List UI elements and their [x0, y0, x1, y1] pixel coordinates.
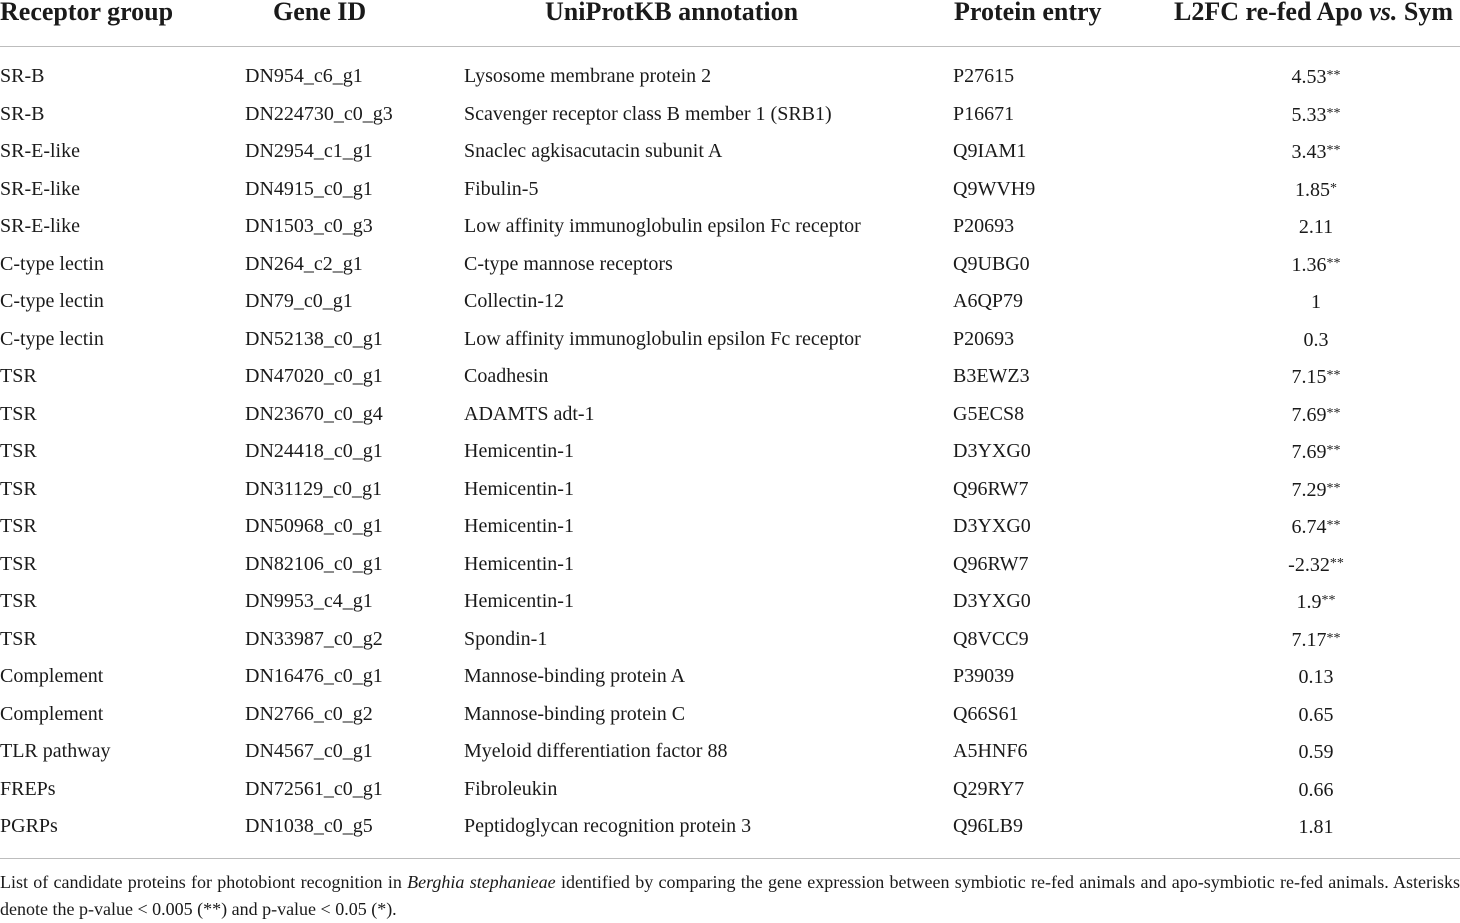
cell-l2fc	[1280, 739, 1352, 764]
header-l2fc-suffix: Sym	[1397, 0, 1454, 26]
cell-receptor-group: SR-E-like	[0, 177, 80, 200]
cell-l2fc	[1280, 327, 1352, 352]
header-l2fc	[1174, 0, 1453, 27]
l2fc-value: 3.43	[1291, 141, 1327, 163]
cell-gene-id: DN82106_c0_g1	[245, 552, 383, 575]
cell-l2fc	[1280, 514, 1352, 539]
cell-receptor-group: SR-B	[0, 65, 45, 87]
cell-annotation: Scavenger receptor class B member 1 (SRB1)	[464, 102, 832, 125]
cell-annotation: Low affinity immunoglobulin epsilon Fc receptor	[464, 327, 861, 350]
cell-receptor-group: SR-E-like	[0, 140, 80, 162]
l2fc-value: 7.69	[1291, 441, 1327, 463]
cell-annotation: Mannose-binding protein A	[464, 665, 686, 687]
l2fc-value: 0.3	[1303, 328, 1329, 351]
significance-marker: **	[1326, 630, 1341, 646]
cell-l2fc	[1280, 627, 1352, 652]
cell-gene-id: DN264_c2_g1	[245, 252, 363, 275]
cell-gene-id: DN9953_c4_g1	[245, 590, 373, 612]
cell-l2fc	[1280, 102, 1352, 127]
cell-gene-id: DN47020_c0_g1	[245, 365, 383, 387]
significance-marker: **	[1326, 255, 1341, 271]
cell-receptor-group: C-type lectin	[0, 327, 104, 350]
cell-receptor-group: C-type lectin	[0, 290, 104, 312]
cell-protein-entry: Q96LB9	[953, 815, 1023, 837]
cell-annotation: Hemicentin-1	[464, 552, 574, 575]
cell-protein-entry: A6QP79	[953, 290, 1024, 312]
significance-marker: **	[1321, 593, 1336, 608]
cell-receptor-group: TSR	[0, 477, 37, 500]
significance-marker: **	[1326, 443, 1341, 458]
cell-annotation: C-type mannose receptors	[464, 252, 673, 275]
cell-annotation: Myeloid differentiation factor 88	[464, 740, 728, 762]
cell-protein-entry: P27615	[953, 65, 1015, 87]
table-row	[0, 772, 1460, 810]
significance-marker: **	[1326, 68, 1341, 83]
table-row	[0, 59, 1460, 97]
l2fc-value: 7.69	[1291, 403, 1327, 426]
significance-marker: **	[1326, 480, 1341, 496]
cell-gene-id: DN16476_c0_g1	[245, 665, 383, 687]
l2fc-value: 1.85	[1295, 178, 1330, 201]
cell-l2fc	[1280, 589, 1352, 614]
cell-annotation: Hemicentin-1	[464, 515, 574, 537]
cell-receptor-group: TSR	[0, 365, 37, 387]
table-footer	[0, 858, 1460, 920]
cell-receptor-group: TSR	[0, 627, 37, 650]
cell-gene-id: DN72561_c0_g1	[245, 777, 383, 800]
cell-gene-id: DN79_c0_g1	[245, 290, 353, 312]
l2fc-value: 7.15	[1291, 366, 1327, 388]
header-gene-id: Gene ID	[273, 0, 367, 26]
header-l2fc-prefix: L2FC re-fed Apo	[1174, 0, 1370, 26]
caption-part1: List of candidate proteins for photobiont recognition in	[0, 872, 408, 892]
cell-gene-id: DN1503_c0_g3	[245, 215, 373, 237]
cell-gene-id: DN4567_c0_g1	[245, 740, 373, 762]
cell-receptor-group: Complement	[0, 702, 104, 725]
table-row	[0, 584, 1460, 622]
significance-marker: **	[1326, 105, 1341, 121]
cell-receptor-group: TSR	[0, 515, 37, 537]
cell-gene-id: DN1038_c0_g5	[245, 815, 373, 837]
table-body	[0, 59, 1460, 847]
cell-annotation: Fibulin-5	[464, 177, 539, 200]
cell-receptor-group: SR-B	[0, 102, 45, 125]
caption-part2: identified by comparing the gene expression between symbiotic re-fed animals and apo-symbiotic re-fed animals. Asterisks denote the p-value < 0.005 (**) and p-value < 0.05 (*).	[0, 872, 1460, 919]
cell-protein-entry: Q29RY7	[953, 777, 1025, 800]
cell-receptor-group: SR-E-like	[0, 215, 80, 237]
cell-l2fc	[1280, 364, 1352, 389]
table-row	[0, 247, 1460, 285]
l2fc-value: 1	[1311, 291, 1321, 313]
table-row	[0, 509, 1460, 547]
cell-protein-entry: D3YXG0	[953, 440, 1031, 462]
cell-receptor-group: TSR	[0, 402, 37, 425]
table-row	[0, 697, 1460, 735]
table-header	[0, 0, 1460, 47]
table-row	[0, 547, 1460, 585]
table-row	[0, 397, 1460, 435]
cell-gene-id: DN224730_c0_g3	[245, 102, 393, 125]
cell-l2fc	[1280, 289, 1352, 314]
cell-protein-entry: A5HNF6	[953, 740, 1028, 762]
significance-marker: **	[1326, 405, 1341, 421]
cell-receptor-group: TSR	[0, 590, 37, 612]
table-row	[0, 472, 1460, 510]
l2fc-value: 5.33	[1291, 103, 1327, 126]
cell-protein-entry: P20693	[953, 327, 1015, 350]
table-row	[0, 359, 1460, 397]
l2fc-value: 6.74	[1291, 516, 1327, 538]
cell-gene-id: DN33987_c0_g2	[245, 627, 383, 650]
significance-marker: *	[1330, 180, 1337, 196]
table-row	[0, 284, 1460, 322]
cell-receptor-group: TSR	[0, 440, 37, 462]
cell-annotation: Spondin-1	[464, 627, 548, 650]
cell-receptor-group: PGRPs	[0, 815, 58, 837]
cell-annotation: Snaclec agkisacutacin subunit A	[464, 140, 723, 162]
table-caption	[0, 869, 1460, 923]
cell-gene-id: DN2954_c1_g1	[245, 140, 373, 162]
header-uniprot-annotation: UniProtKB annotation	[545, 0, 799, 26]
cell-gene-id: DN52138_c0_g1	[245, 327, 383, 350]
cell-gene-id: DN31129_c0_g1	[245, 477, 383, 500]
l2fc-value: 1.81	[1298, 816, 1334, 838]
l2fc-value: 0.66	[1298, 778, 1334, 801]
cell-receptor-group: TSR	[0, 552, 37, 575]
cell-l2fc	[1280, 702, 1352, 727]
cell-l2fc	[1280, 664, 1352, 689]
cell-l2fc	[1280, 139, 1352, 164]
cell-receptor-group: Complement	[0, 665, 104, 687]
cell-protein-entry: B3EWZ3	[953, 365, 1030, 387]
l2fc-value: 4.53	[1291, 66, 1327, 88]
cell-receptor-group: C-type lectin	[0, 252, 104, 275]
l2fc-value: -2.32	[1288, 553, 1330, 576]
l2fc-value: 0.65	[1298, 703, 1334, 726]
cell-annotation: Peptidoglycan recognition protein 3	[464, 815, 752, 837]
cell-annotation: Coadhesin	[464, 365, 549, 387]
cell-protein-entry: Q96RW7	[953, 477, 1029, 500]
cell-annotation: Collectin-12	[464, 290, 564, 312]
cell-gene-id: DN2766_c0_g2	[245, 702, 373, 725]
table-row	[0, 134, 1460, 172]
cell-l2fc	[1280, 252, 1352, 277]
l2fc-value: 0.13	[1298, 666, 1334, 688]
cell-l2fc	[1280, 814, 1352, 839]
cell-annotation: ADAMTS adt-1	[464, 402, 595, 425]
cell-gene-id: DN4915_c0_g1	[245, 177, 373, 200]
cell-annotation: Hemicentin-1	[464, 440, 574, 462]
cell-protein-entry: D3YXG0	[953, 515, 1031, 537]
significance-marker: **	[1326, 518, 1341, 533]
cell-gene-id: DN24418_c0_g1	[245, 440, 383, 462]
table-row	[0, 734, 1460, 772]
caption-species: Berghia stephanieae	[407, 872, 556, 892]
header-l2fc-vs: vs.	[1369, 0, 1398, 26]
l2fc-value: 0.59	[1298, 741, 1334, 763]
cell-gene-id: DN954_c6_g1	[245, 65, 363, 87]
cell-receptor-group: TLR pathway	[0, 740, 111, 762]
table-row	[0, 209, 1460, 247]
table-row	[0, 622, 1460, 660]
cell-protein-entry: P39039	[953, 665, 1015, 687]
l2fc-value: 7.29	[1291, 478, 1327, 501]
cell-protein-entry: Q96RW7	[953, 552, 1029, 575]
cell-annotation: Hemicentin-1	[464, 590, 574, 612]
cell-gene-id: DN23670_c0_g4	[245, 402, 383, 425]
cell-l2fc	[1280, 552, 1352, 577]
cell-protein-entry: P16671	[953, 102, 1015, 125]
table-row	[0, 809, 1460, 847]
cell-protein-entry: G5ECS8	[953, 402, 1025, 425]
cell-receptor-group: FREPs	[0, 777, 56, 800]
cell-protein-entry: Q66S61	[953, 702, 1019, 725]
significance-marker: **	[1326, 143, 1341, 158]
table-row	[0, 434, 1460, 472]
cell-annotation: Lysosome membrane protein 2	[464, 65, 712, 87]
header-receptor-group: Receptor group	[0, 0, 174, 26]
table-row	[0, 172, 1460, 210]
l2fc-value: 7.17	[1291, 628, 1327, 651]
cell-protein-entry: Q8VCC9	[953, 627, 1029, 650]
table-row	[0, 97, 1460, 135]
table-row	[0, 322, 1460, 360]
cell-annotation: Fibroleukin	[464, 777, 558, 800]
cell-annotation: Mannose-binding protein C	[464, 702, 686, 725]
cell-protein-entry: Q9WVH9	[953, 177, 1036, 200]
l2fc-value: 1.36	[1291, 253, 1327, 276]
l2fc-value: 2.11	[1298, 216, 1334, 238]
cell-protein-entry: Q9UBG0	[953, 252, 1030, 275]
cell-l2fc	[1280, 777, 1352, 802]
cell-protein-entry: P20693	[953, 215, 1015, 237]
cell-annotation: Hemicentin-1	[464, 477, 574, 500]
cell-gene-id: DN50968_c0_g1	[245, 515, 383, 537]
cell-protein-entry: Q9IAM1	[953, 140, 1027, 162]
cell-l2fc	[1280, 214, 1352, 239]
cell-annotation: Low affinity immunoglobulin epsilon Fc receptor	[464, 215, 861, 237]
cell-l2fc	[1280, 439, 1352, 464]
l2fc-value: 1.9	[1296, 591, 1322, 613]
significance-marker: **	[1329, 555, 1344, 571]
cell-l2fc	[1280, 402, 1352, 427]
cell-l2fc	[1280, 477, 1352, 502]
cell-l2fc	[1280, 64, 1352, 89]
significance-marker: **	[1326, 368, 1341, 383]
cell-protein-entry: D3YXG0	[953, 590, 1031, 612]
table-row	[0, 659, 1460, 697]
header-protein-entry: Protein entry	[954, 0, 1102, 26]
cell-l2fc	[1280, 177, 1352, 202]
